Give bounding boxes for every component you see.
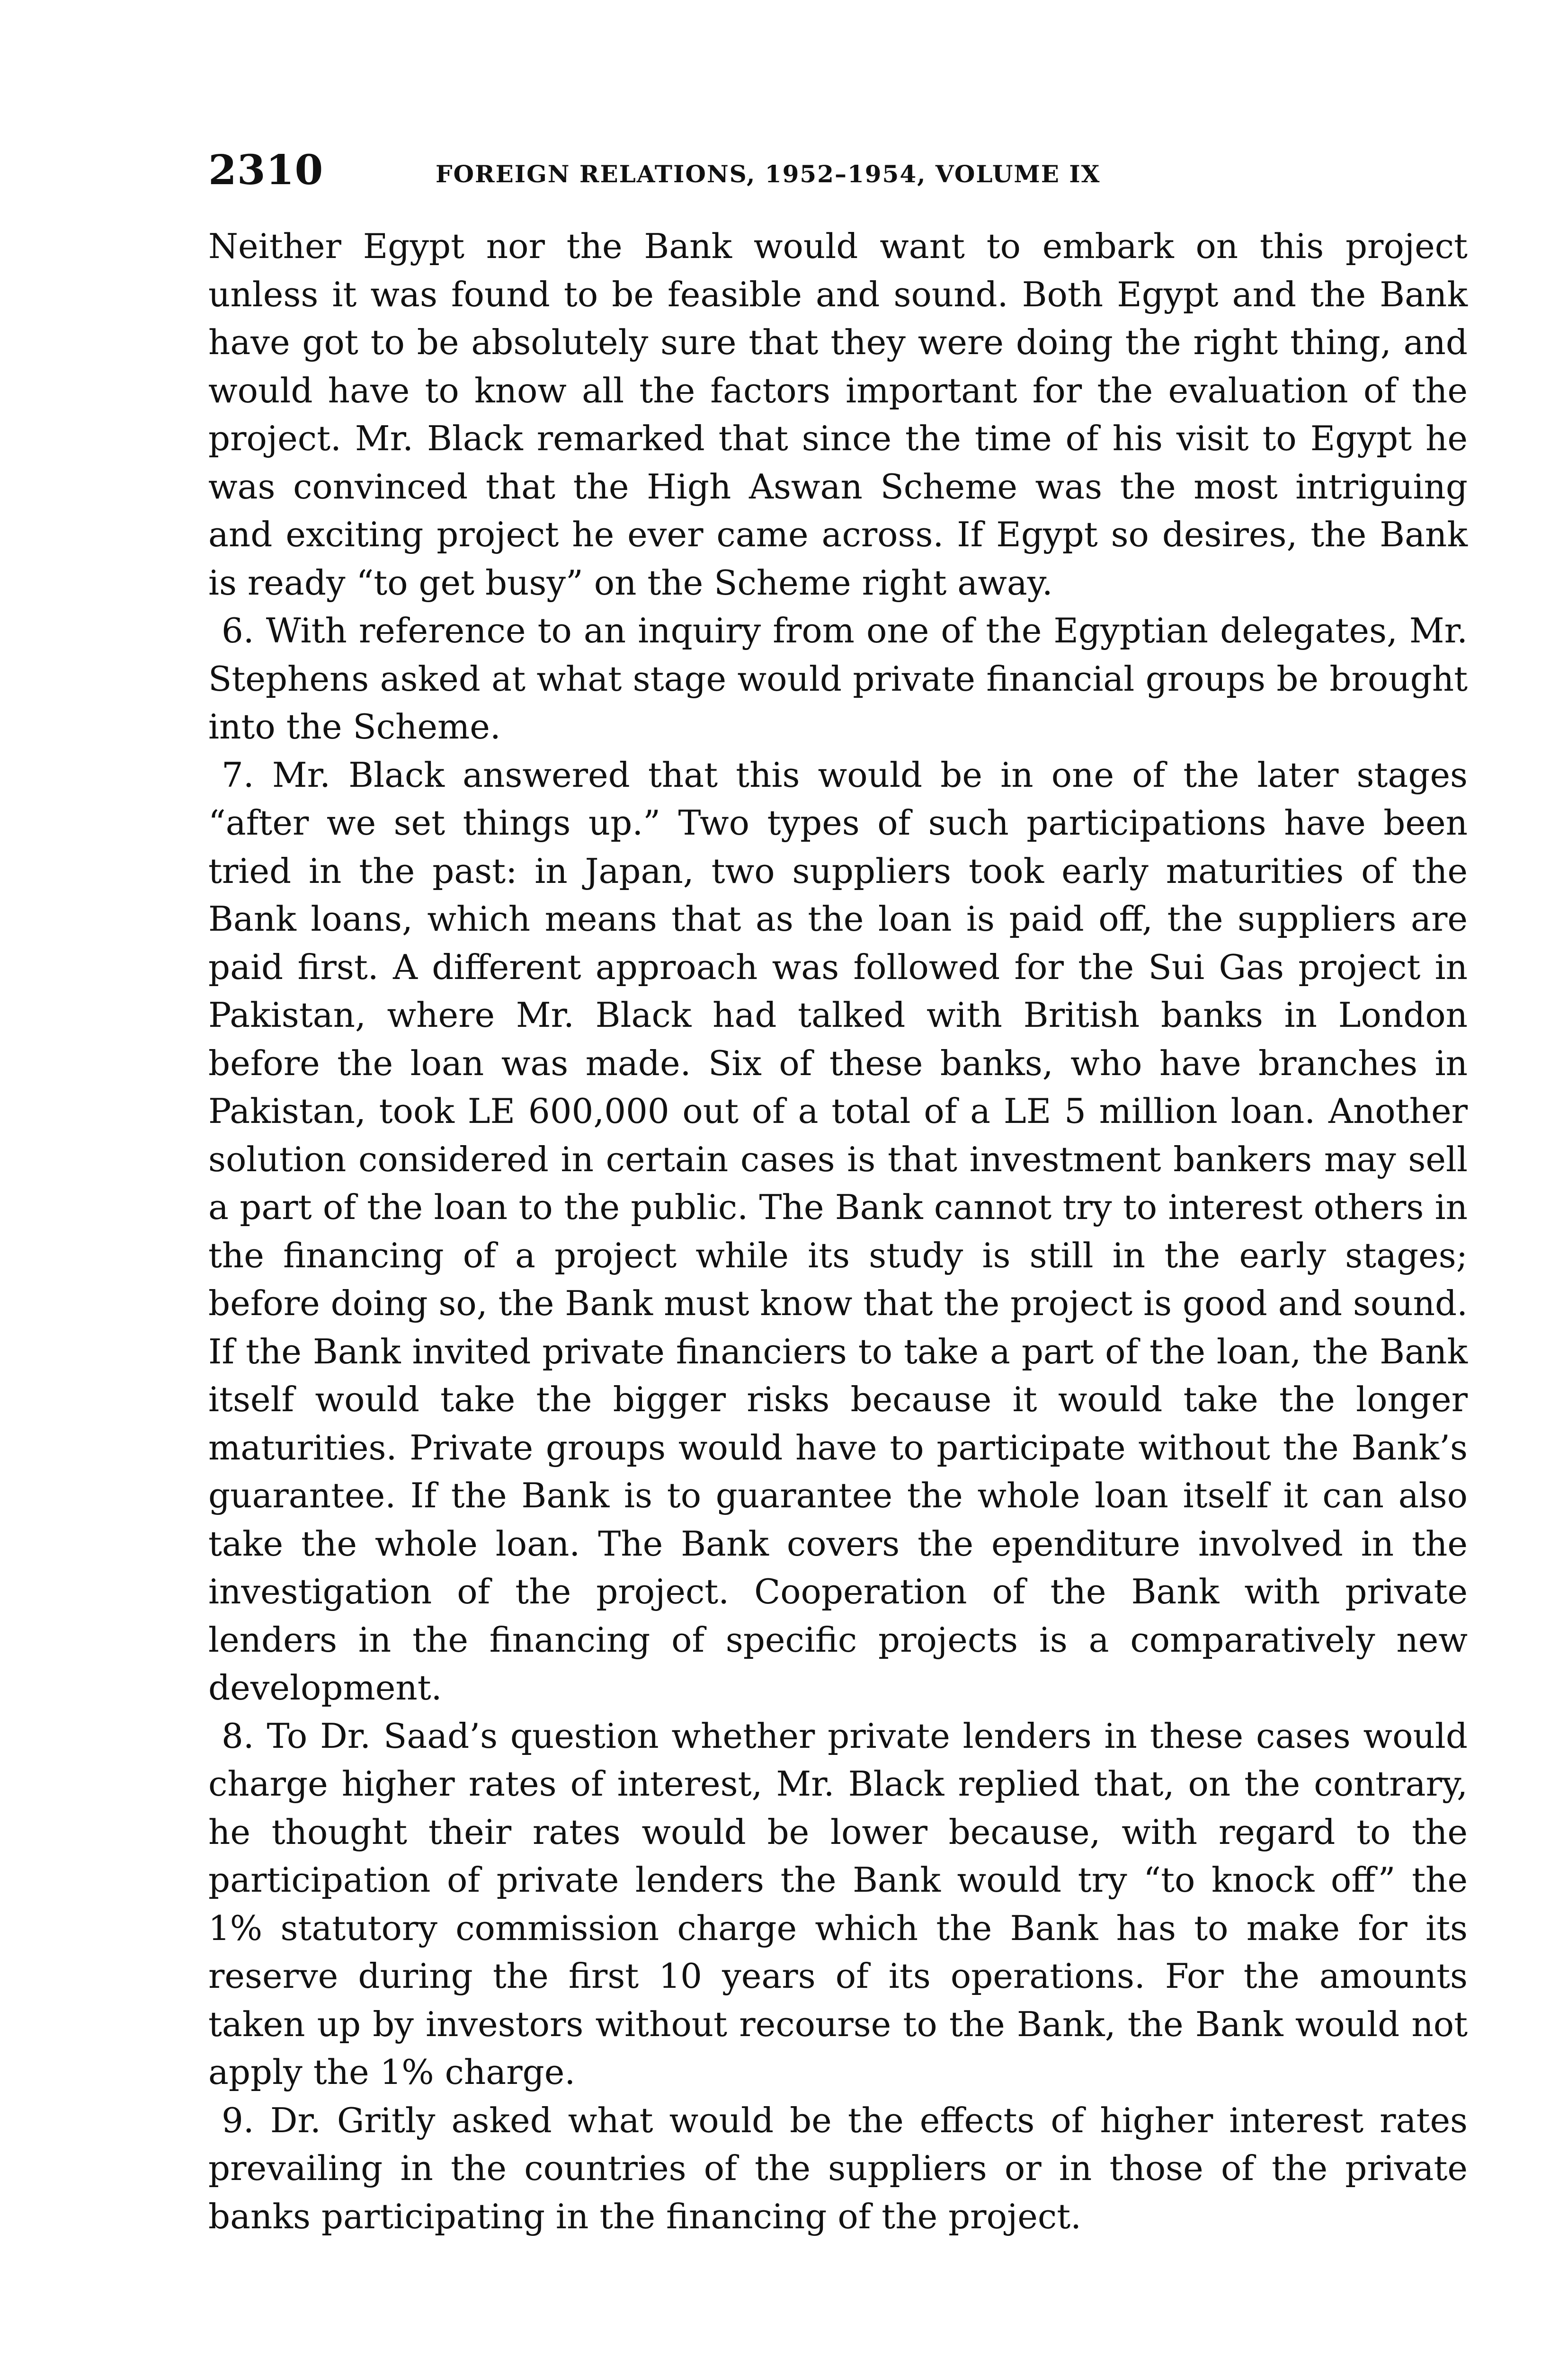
body-text: [208, 222, 1468, 2241]
paragraph-7: 7. Mr. Black answered that this would be in one of the later stages “after we set things up.” Two types of such participations have been tried in the past: in Japan, two suppliers took early maturities of the Bank loans, which means that as the loan is paid off, the suppliers are paid first. A different approach was followed for the Sui Gas project in Pakistan, where Mr. Black had talked with British banks in London before the loan was made. Six of these banks, who have branches in Pakistan, took LE 600,000 out of a total of a LE 5 million loan. Another solution considered in certain cases is that investment bankers may sell a part of the loan to the public. The Bank cannot try to interest others in the financing of a project while its study is still in the early stages; before doing so, the Bank must know that the project is good and sound. If the Bank invited private financiers to take a part of the loan, the Bank itself would take the bigger risks because it would take the longer maturities. Private groups would have to participate without the Bank’s guarantee. If the Bank is to guarantee the whole loan itself it can also take the whole loan. The Bank covers the ependiture involved in the investigation of the project. Cooperation of the Bank with private lenders in the financing of specific projects is a comparatively new development.: [208, 755, 1468, 1708]
running-title: FOREIGN RELATIONS, 1952–1954, VOLUME IX: [436, 160, 1101, 188]
paragraph-9: 9. Dr. Gritly asked what would be the effects of higher interest rates prevailing in the countries of the suppliers or in those of the private banks participating in the financing of the project.: [208, 2100, 1468, 2236]
running-header: [208, 144, 1458, 201]
paragraph-continuation: Neither Egypt nor the Bank would want to embark on this project unless it was found to be feasible and sound. Both Egypt and the Bank have got to be absolutely sure that they were doing the right thing, and would have to know all the factors important for the evaluation of the project. Mr. Black remarked that since the time of his visit to Egypt he was convinced that the High Aswan Scheme was the most intriguing and exciting project he ever came across. If Egypt so desires, the Bank is ready “to get busy” on the Scheme right away.: [208, 226, 1468, 603]
paragraph-6: 6. With reference to an inquiry from one of the Egyptian delegates, Mr. Stephens asked at what stage would private financial groups be brought into the Scheme.: [208, 611, 1468, 747]
page-number: 2310: [208, 146, 324, 194]
paragraph-8: 8. To Dr. Saad’s question whether private lenders in these cases would charge higher rates of interest, Mr. Black replied that, on the contrary, he thought their rates would be lower because, with regard to the participation of private lenders the Bank would try “to knock off” the 1% statutory commission charge which the Bank has to make for its reserve during the first 10 years of its operations. For the amounts taken up by investors without recourse to the Bank, the Bank would not apply the 1% charge.: [208, 1716, 1468, 2092]
